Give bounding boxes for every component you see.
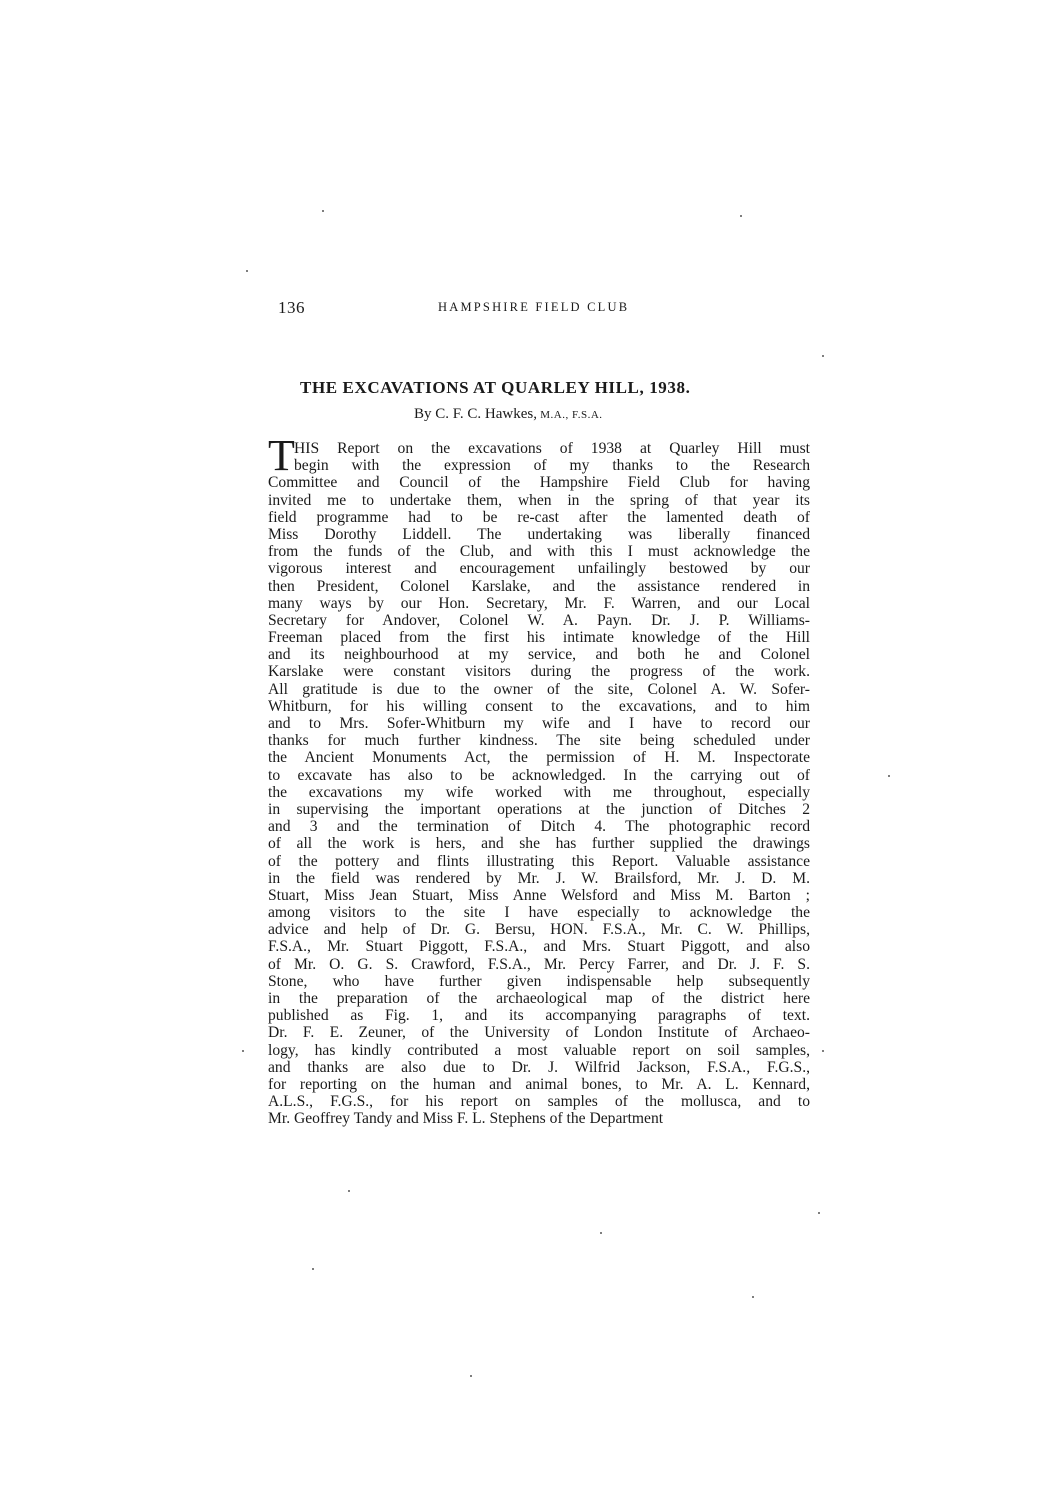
text-line: vigorous interest and encouragement unfailingly bestowed by our xyxy=(268,560,810,578)
text-line: to excavate has also to be acknowledged. In the carrying out of xyxy=(268,766,810,784)
text-line: A.L.S., F.G.S., for his report on samples of the mollusca, and to xyxy=(268,1093,810,1111)
text-line: thanks for much further kindness. The site being scheduled under xyxy=(268,732,810,750)
scan-speck xyxy=(888,775,890,777)
text-line: and to Mrs. Sofer-Whitburn my wife and I have to record our xyxy=(268,715,810,732)
article-byline xyxy=(414,406,603,423)
text-line: Freeman placed from the first his intimate knowledge of the Hill xyxy=(268,629,810,647)
running-head xyxy=(278,298,808,318)
text-line: and its neighbourhood at my service, and both he and Colonel xyxy=(268,646,810,664)
page-number: 136 xyxy=(278,298,305,317)
scan-speck xyxy=(470,1375,472,1377)
article-title: THE EXCAVATIONS AT QUARLEY HILL, 1938. xyxy=(300,378,691,397)
text-line: of all the work is hers, and she has further supplied the drawings xyxy=(268,835,810,853)
text-line: Mr. Geoffrey Tandy and Miss F. L. Stephens of the Department xyxy=(268,1110,664,1128)
scan-speck xyxy=(822,355,824,357)
text-line: the Ancient Monuments Act, the permission of H. M. Inspectorate xyxy=(268,749,810,767)
text-line: Committee and Council of the Hampshire Field Club for having xyxy=(268,474,810,492)
text-line: Secretary for Andover, Colonel W. A. Payn. Dr. J. P. Williams- xyxy=(268,611,810,629)
byline-prefix: By C. F. C. xyxy=(414,406,485,422)
text-line: of Mr. O. G. S. Crawford, F.S.A., Mr. Percy Farrer, and Dr. J. F. S. xyxy=(268,955,810,973)
scan-speck xyxy=(752,1296,754,1298)
text-line: published as Fig. 1, and its accompanying paragraphs of text. xyxy=(268,1007,810,1025)
text-line: many ways by our Hon. Secretary, Mr. F. Warren, and our Local xyxy=(268,594,810,612)
text-line: HIS Report on the excavations of 1938 at Quarley Hill must xyxy=(294,440,810,457)
text-line: field programme had to be re-cast after the lamented death of xyxy=(268,508,810,526)
scan-speck xyxy=(818,1212,820,1214)
scan-speck xyxy=(242,1050,244,1052)
text-line: in the field was rendered by Mr. J. W. Brailsford, Mr. J. D. M. xyxy=(268,869,810,887)
text-line: in supervising the important operations at the junction of Ditches 2 xyxy=(268,800,810,818)
text-line: the excavations my wife worked with me throughout, especially xyxy=(268,783,810,801)
text-line: Whitburn, for his willing consent to the excavations, and to him xyxy=(268,697,810,715)
text-line: then President, Colonel Karslake, and the assistance rendered in xyxy=(268,577,810,595)
text-line: F.S.A., Mr. Stuart Piggott, F.S.A., and Mrs. Stuart Piggott, and also xyxy=(268,938,810,956)
text-line: for reporting on the human and animal bones, to Mr. A. L. Kennard, xyxy=(268,1075,810,1093)
text-line: Stone, who have further given indispensable help subsequently xyxy=(268,972,810,990)
text-line: and 3 and the termination of Ditch 4. The photographic record xyxy=(268,818,810,836)
text-line: Dr. F. E. Zeuner, of the University of London Institute of Archaeo- xyxy=(268,1024,810,1042)
text-line: advice and help of Dr. G. Bersu, HON. F.S.A., Mr. C. W. Phillips, xyxy=(268,921,810,939)
author-degrees: M.A., F.S.A. xyxy=(536,409,603,421)
text-line: from the funds of the Club, and with this I must acknowledge the xyxy=(268,543,810,561)
scan-speck xyxy=(348,1190,350,1192)
drop-cap: T xyxy=(268,431,295,480)
scan-speck xyxy=(246,270,248,272)
text-line: invited me to undertake them, when in the spring of that year its xyxy=(268,491,810,509)
text-line: of the pottery and flints illustrating this Report. Valuable assistance xyxy=(268,852,810,870)
text-line: Karslake were constant visitors during the progress of the work. xyxy=(268,663,810,681)
text-line: and thanks are also due to Dr. J. Wilfrid Jackson, F.S.A., F.G.S., xyxy=(268,1058,810,1076)
scan-speck xyxy=(322,210,324,212)
text-line: in the preparation of the archaeological map of the district here xyxy=(268,990,810,1007)
text-line: Stuart, Miss Jean Stuart, Miss Anne Welsford and Miss M. Barton ; xyxy=(268,886,810,904)
text-line: among visitors to the site I have especially to acknowledge the xyxy=(268,904,810,922)
text-line: All gratitude is due to the owner of the site, Colonel A. W. Sofer- xyxy=(268,680,810,698)
scan-speck xyxy=(600,1232,602,1234)
scan-speck xyxy=(822,1050,824,1052)
scan-speck xyxy=(312,1268,314,1270)
scan-speck xyxy=(740,215,742,217)
text-line: logy, has kindly contributed a most valuable report on soil samples, xyxy=(268,1041,810,1059)
author-surname: Hawkes, xyxy=(484,406,537,422)
text-line: begin with the expression of my thanks to the Research xyxy=(294,457,810,475)
journal-name: HAMPSHIRE FIELD CLUB xyxy=(438,300,630,314)
text-line: Miss Dorothy Liddell. The undertaking was liberally financed xyxy=(268,525,810,543)
body-paragraph xyxy=(268,431,810,1128)
